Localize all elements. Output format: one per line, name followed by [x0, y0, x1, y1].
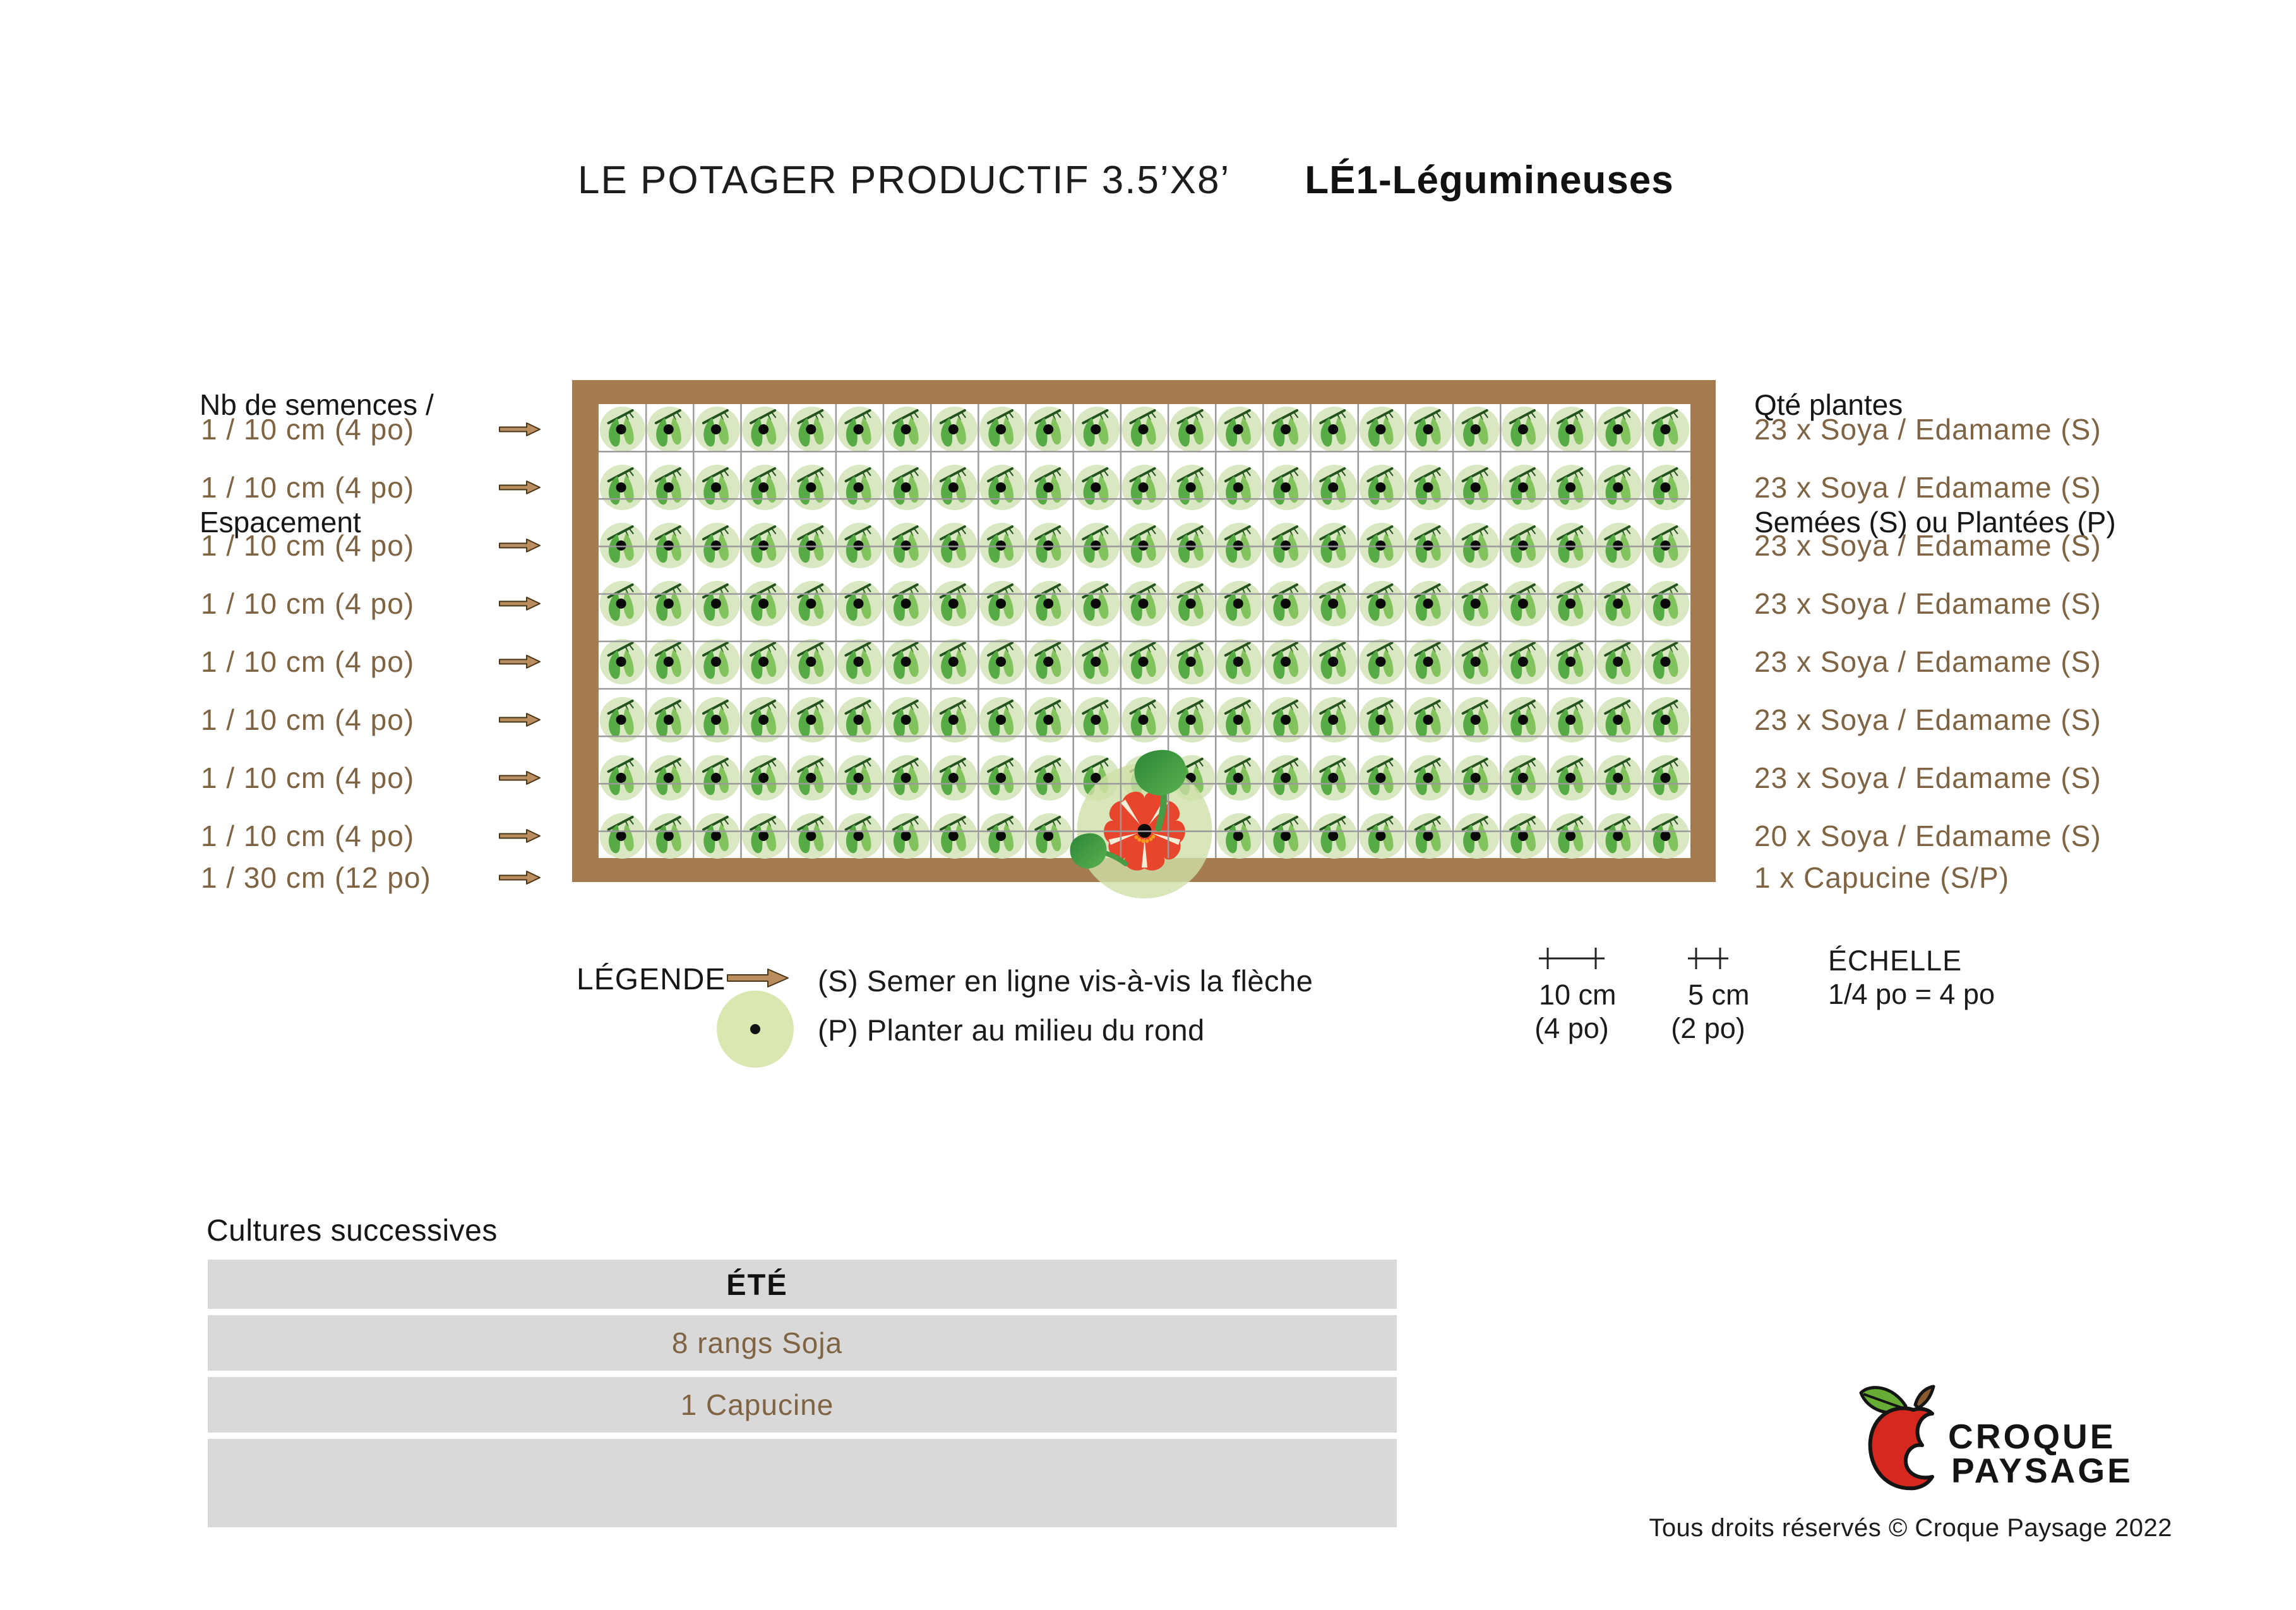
soya-edamame-icon: [1169, 407, 1215, 452]
row-sow-arrow-icon: [499, 420, 541, 439]
left-header-line2: Espacement: [200, 506, 361, 539]
successions-row: [208, 1315, 1397, 1371]
row-quantity-label: 23 x Soya / Edamame (S): [1754, 587, 2102, 620]
soya-edamame-icon: [695, 813, 740, 859]
soya-edamame-icon: [1454, 755, 1500, 801]
soya-edamame-icon: [932, 523, 978, 568]
soya-edamame-icon: [1454, 465, 1500, 510]
right-header-line2: Semées (S) ou Plantées (P): [1754, 506, 2116, 539]
apple-stem: [1915, 1386, 1934, 1408]
soya-edamame-icon: [695, 523, 740, 568]
row-spacing-label: 1 / 10 cm (4 po): [201, 820, 415, 852]
soya-edamame-icon: [1074, 465, 1120, 510]
soya-edamame-icon: [742, 813, 787, 859]
soya-edamame-icon: [1217, 813, 1262, 859]
soya-edamame-icon: [1454, 407, 1500, 452]
soya-edamame-icon: [1122, 523, 1168, 568]
soya-edamame-icon: [1312, 465, 1357, 510]
ruler-10cm-sublabel: (4 po): [1534, 1012, 1609, 1044]
soya-edamame-icon: [789, 755, 835, 801]
soya-edamame-icon: [979, 407, 1025, 452]
soya-edamame-icon: [695, 407, 740, 452]
row-sow-arrow-icon: [499, 868, 541, 887]
garden-bed-diagram: [572, 380, 1716, 882]
soya-edamame-icon: [1264, 639, 1310, 684]
soya-edamame-icon: [1074, 523, 1120, 568]
left-column-header: [200, 307, 434, 620]
soya-edamame-icon: [647, 581, 693, 626]
soya-edamame-icon: [600, 465, 645, 510]
soya-edamame-icon: [932, 639, 978, 684]
soya-edamame-icon: [1644, 465, 1689, 510]
soya-edamame-icon: [647, 639, 693, 684]
soya-edamame-icon: [695, 639, 740, 684]
soya-edamame-icon: [1264, 407, 1310, 452]
soya-edamame-icon: [1407, 523, 1452, 568]
row-spacing-label: 1 / 10 cm (4 po): [201, 413, 415, 446]
soya-edamame-icon: [1454, 639, 1500, 684]
soya-edamame-icon: [647, 465, 693, 510]
soya-edamame-icon: [1312, 407, 1357, 452]
soya-edamame-icon: [1264, 465, 1310, 510]
soya-edamame-icon: [1502, 407, 1547, 452]
soya-edamame-icon: [1027, 407, 1072, 452]
soya-edamame-icon: [1549, 755, 1594, 801]
soya-edamame-icon: [1359, 581, 1404, 626]
soya-edamame-icon: [837, 639, 883, 684]
soya-edamame-icon: [1264, 813, 1310, 859]
soya-edamame-icon: [1359, 407, 1404, 452]
ruler-10cm-icon: [1539, 946, 1605, 971]
ruler-5cm-icon: [1688, 946, 1728, 971]
soya-edamame-icon: [647, 813, 693, 859]
row-sow-arrow-icon: [499, 536, 541, 555]
soya-edamame-icon: [837, 813, 883, 859]
soya-edamame-icon: [1122, 581, 1168, 626]
soya-edamame-icon: [742, 523, 787, 568]
soya-edamame-icon: [1454, 813, 1500, 859]
soya-edamame-icon: [1454, 581, 1500, 626]
soya-edamame-icon: [1122, 465, 1168, 510]
successions-row-label: 1 Capucine: [680, 1388, 834, 1421]
soya-edamame-icon: [600, 813, 645, 859]
soya-edamame-icon: [789, 465, 835, 510]
row-sow-arrow-icon: [499, 826, 541, 845]
soya-edamame-icon: [1169, 581, 1215, 626]
soya-edamame-icon: [885, 581, 930, 626]
soya-edamame-icon: [979, 639, 1025, 684]
soya-edamame-icon: [1407, 407, 1452, 452]
row-spacing-label: 1 / 10 cm (4 po): [201, 587, 415, 620]
soya-edamame-icon: [1074, 581, 1120, 626]
soya-edamame-icon: [932, 465, 978, 510]
soya-edamame-icon: [1644, 813, 1689, 859]
soya-edamame-icon: [789, 813, 835, 859]
soya-edamame-icon: [1502, 523, 1547, 568]
soya-edamame-icon: [1312, 639, 1357, 684]
soya-edamame-icon: [1217, 523, 1262, 568]
soya-edamame-icon: [1502, 755, 1547, 801]
row-sow-arrow-icon: [499, 768, 541, 787]
scale-title: ÉCHELLE: [1828, 945, 1963, 977]
ruler-10cm-label: 10 cm: [1539, 979, 1617, 1011]
soya-edamame-icon: [885, 465, 930, 510]
soya-edamame-icon: [1644, 523, 1689, 568]
soya-edamame-icon: [1027, 465, 1072, 510]
soya-edamame-icon: [1549, 581, 1594, 626]
brand-name-line1: CROQUE: [1948, 1417, 2116, 1456]
page-title: LE POTAGER PRODUCTIF 3.5’X8’: [578, 158, 1231, 202]
soya-edamame-icon: [1169, 639, 1215, 684]
soya-edamame-icon: [1549, 523, 1594, 568]
soya-edamame-icon: [837, 465, 883, 510]
soya-edamame-icon: [979, 755, 1025, 801]
soya-edamame-icon: [742, 755, 787, 801]
soya-edamame-icon: [837, 581, 883, 626]
right-column-header: [1754, 307, 2116, 620]
soya-edamame-icon: [1644, 755, 1689, 801]
soya-edamame-icon: [1596, 523, 1642, 568]
soya-edamame-icon: [1027, 755, 1072, 801]
soya-edamame-icon: [695, 755, 740, 801]
soya-edamame-icon: [600, 523, 645, 568]
soya-edamame-icon: [932, 407, 978, 452]
row-quantity-label: 23 x Soya / Edamame (S): [1754, 703, 2102, 736]
soya-edamame-icon: [1074, 407, 1120, 452]
soya-edamame-icon: [1549, 465, 1594, 510]
page-header: [578, 158, 1674, 203]
row-spacing-label: 1 / 10 cm (4 po): [201, 645, 415, 678]
row-quantity-label: 23 x Soya / Edamame (S): [1754, 761, 2102, 794]
soya-edamame-icon: [837, 407, 883, 452]
soya-edamame-icon: [600, 755, 645, 801]
soya-edamame-icon: [1454, 523, 1500, 568]
soya-edamame-icon: [1407, 465, 1452, 510]
soya-edamame-icon: [742, 465, 787, 510]
successions-row-label: ÉTÉ: [726, 1267, 788, 1301]
soya-edamame-icon: [695, 581, 740, 626]
soya-edamame-icon: [789, 581, 835, 626]
soya-edamame-icon: [1596, 755, 1642, 801]
soya-edamame-icon: [1027, 581, 1072, 626]
row-sow-arrow-icon: [499, 652, 541, 671]
page-subtitle: LÉ1-Légumineuses: [1305, 158, 1674, 202]
soya-edamame-icon: [1312, 813, 1357, 859]
soya-edamame-icon: [1359, 813, 1404, 859]
soya-edamame-icon: [1644, 581, 1689, 626]
soya-edamame-icon: [1596, 581, 1642, 626]
row-spacing-label: 1 / 10 cm (4 po): [201, 529, 415, 562]
soya-edamame-icon: [1217, 755, 1262, 801]
scale-ratio: 1/4 po = 4 po: [1828, 978, 1995, 1010]
soya-edamame-icon: [1407, 813, 1452, 859]
soya-edamame-icon: [885, 523, 930, 568]
ruler-5cm-label: 5 cm: [1688, 979, 1750, 1011]
soya-edamame-icon: [1217, 581, 1262, 626]
soya-edamame-icon: [695, 465, 740, 510]
soya-edamame-icon: [837, 523, 883, 568]
row-sow-arrow-icon: [499, 594, 541, 613]
soya-edamame-icon: [1407, 581, 1452, 626]
successions-row: [208, 1377, 1397, 1433]
soya-edamame-icon: [1596, 813, 1642, 859]
row-spacing-label: 1 / 10 cm (4 po): [201, 703, 415, 736]
soya-edamame-icon: [600, 639, 645, 684]
row-spacing-label: 1 / 10 cm (4 po): [201, 471, 415, 504]
soya-edamame-icon: [1596, 407, 1642, 452]
soya-edamame-icon: [1169, 465, 1215, 510]
apple-body: [1870, 1408, 1932, 1488]
left-header-line1: Nb de semences /: [200, 388, 434, 421]
soya-edamame-icon: [1359, 465, 1404, 510]
row-quantity-label: 20 x Soya / Edamame (S): [1754, 820, 2102, 852]
soya-edamame-icon: [932, 581, 978, 626]
soya-edamame-icon: [979, 523, 1025, 568]
row-quantity-label: 23 x Soya / Edamame (S): [1754, 471, 2102, 504]
soya-edamame-icon: [1549, 813, 1594, 859]
row-sow-arrow-icon: [499, 478, 541, 497]
soya-edamame-icon: [979, 465, 1025, 510]
soya-edamame-icon: [932, 755, 978, 801]
soya-edamame-icon: [1644, 639, 1689, 684]
row-quantity-label: 23 x Soya / Edamame (S): [1754, 413, 2102, 446]
soya-edamame-icon: [1502, 581, 1547, 626]
soya-edamame-icon: [979, 813, 1025, 859]
soya-edamame-icon: [647, 523, 693, 568]
soya-edamame-icon: [1217, 639, 1262, 684]
soya-edamame-icon: [1264, 755, 1310, 801]
row-quantity-label: 23 x Soya / Edamame (S): [1754, 645, 2102, 678]
legend-planting-circle-icon: [716, 990, 794, 1068]
soya-edamame-icon: [1596, 465, 1642, 510]
soya-edamame-icon: [1359, 639, 1404, 684]
soya-edamame-icon: [600, 581, 645, 626]
soya-edamame-icon: [789, 407, 835, 452]
soya-edamame-icon: [1264, 581, 1310, 626]
soya-edamame-icon: [1122, 407, 1168, 452]
soya-edamame-icon: [1502, 813, 1547, 859]
soya-edamame-icon: [742, 581, 787, 626]
croque-paysage-logo: [1855, 1380, 1944, 1500]
soya-edamame-icon: [885, 639, 930, 684]
soya-edamame-icon: [1122, 639, 1168, 684]
soya-edamame-icon: [1169, 523, 1215, 568]
successions-row: [208, 1260, 1397, 1309]
right-header-line1: Qté plantes: [1754, 388, 1903, 421]
legend-title: LÉGENDE: [577, 963, 726, 996]
soya-edamame-icon: [1217, 465, 1262, 510]
soya-edamame-icon: [1217, 407, 1262, 452]
successions-row: [208, 1439, 1397, 1527]
row-quantity-label: 1 x Capucine (S/P): [1754, 861, 2010, 894]
soya-edamame-icon: [742, 407, 787, 452]
soya-edamame-icon: [647, 755, 693, 801]
soya-edamame-icon: [1407, 639, 1452, 684]
soya-edamame-icon: [1312, 755, 1357, 801]
legend-plant-label: (P) Planter au milieu du rond: [818, 1013, 1205, 1047]
soya-edamame-icon: [885, 407, 930, 452]
soya-edamame-icon: [1549, 407, 1594, 452]
soya-edamame-icon: [885, 813, 930, 859]
copyright-text: Tous droits réservés © Croque Paysage 2022: [1649, 1514, 2172, 1542]
soya-edamame-icon: [1027, 639, 1072, 684]
soya-edamame-icon: [1644, 407, 1689, 452]
legend-arrow-icon: [726, 964, 789, 992]
soya-edamame-icon: [837, 755, 883, 801]
soya-edamame-icon: [1312, 523, 1357, 568]
soya-edamame-icon: [932, 813, 978, 859]
soya-edamame-icon: [979, 581, 1025, 626]
soya-edamame-icon: [1596, 639, 1642, 684]
soya-edamame-icon: [1359, 755, 1404, 801]
row-spacing-label: 1 / 30 cm (12 po): [201, 861, 431, 894]
successions-row-label: 8 rangs Soja: [671, 1327, 843, 1359]
row-spacing-label: 1 / 10 cm (4 po): [201, 761, 415, 794]
successions-title: Cultures successives: [206, 1214, 498, 1248]
soya-edamame-icon: [600, 407, 645, 452]
soya-edamame-icon: [1502, 465, 1547, 510]
row-quantity-label: 23 x Soya / Edamame (S): [1754, 529, 2102, 562]
soya-edamame-icon: [1264, 523, 1310, 568]
soya-edamame-icon: [1359, 523, 1404, 568]
soya-edamame-icon: [789, 639, 835, 684]
soya-edamame-icon: [885, 755, 930, 801]
ruler-5cm-sublabel: (2 po): [1671, 1012, 1745, 1044]
row-sow-arrow-icon: [499, 710, 541, 729]
soya-edamame-icon: [1407, 755, 1452, 801]
soya-edamame-icon: [1502, 639, 1547, 684]
brand-name-line2: PAYSAGE: [1951, 1451, 2133, 1490]
legend-sow-label: (S) Semer en ligne vis-à-vis la flèche: [818, 964, 1313, 998]
soya-edamame-icon: [742, 639, 787, 684]
soya-edamame-icon: [789, 523, 835, 568]
soya-edamame-icon: [1027, 523, 1072, 568]
soya-edamame-icon: [1549, 639, 1594, 684]
soya-edamame-icon: [1312, 581, 1357, 626]
soya-edamame-icon: [1027, 813, 1072, 859]
soya-edamame-icon: [647, 407, 693, 452]
soya-edamame-icon: [1074, 639, 1120, 684]
